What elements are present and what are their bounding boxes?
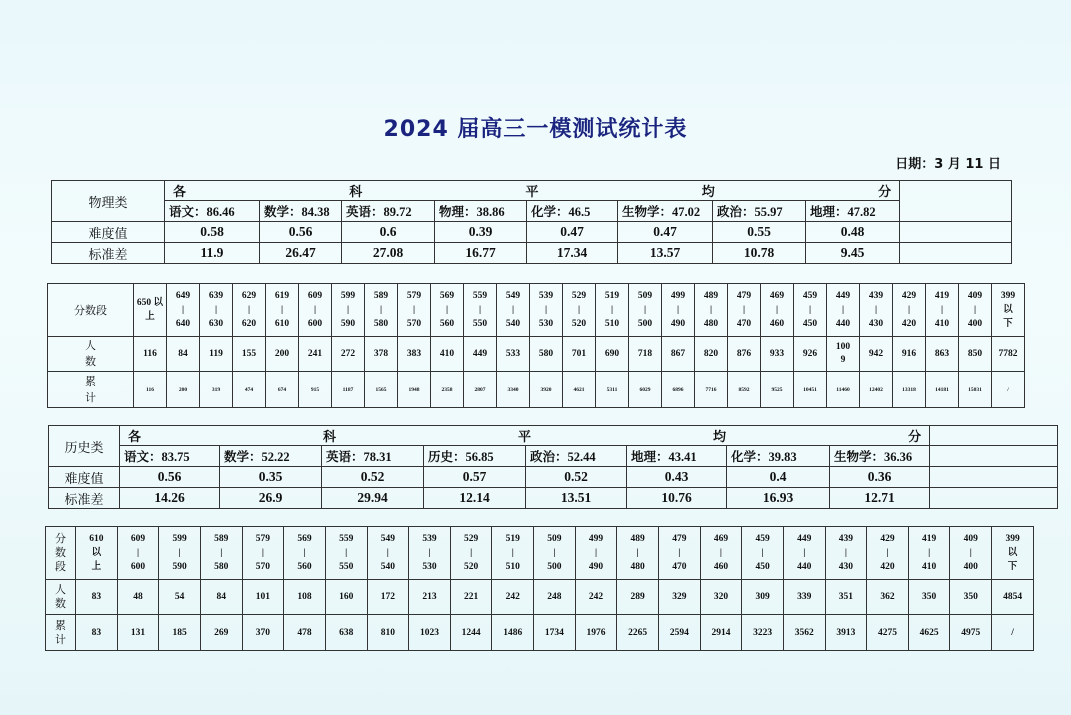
band-count: 289 [617,580,659,615]
band-count: 449 [464,337,497,372]
band-count: 378 [365,337,398,372]
band-cumulative: 15031 [959,372,992,408]
subject-avg: 地理：43.41 [627,446,727,467]
band-count: 84 [167,337,200,372]
std-value: 12.14 [424,488,526,509]
physics-difficulty-row [52,222,1012,243]
score-band: 439 | 430 [860,284,893,337]
std-value: 27.08 [342,243,435,264]
history-std-row [49,488,1058,509]
band-count: 83 [76,580,118,615]
band-cumulative: 1734 [534,615,576,651]
empty-cell [900,181,1012,201]
score-band: 399 以 下 [992,284,1025,337]
score-band: 579 | 570 [242,527,284,580]
score-band: 519 | 510 [596,284,629,337]
empty-cell [900,201,1012,222]
score-band: 499 | 490 [575,527,617,580]
band-cumulative: 12402 [860,372,893,408]
band-cumulative: 2914 [700,615,742,651]
score-band: 409 | 400 [959,284,992,337]
score-band: 609 | 600 [117,527,159,580]
empty-cell [930,426,1058,446]
band-count: 942 [860,337,893,372]
physics-std-row [52,243,1012,264]
physics-spread-header: 各 科 平 均 分 [165,181,900,201]
score-band: 639 | 630 [200,284,233,337]
band-count: 242 [492,580,534,615]
std-value: 10.78 [713,243,806,264]
band-cumulative: 8592 [728,372,761,408]
band-cumulative: 915 [299,372,332,408]
band-cumulative: 3340 [497,372,530,408]
score-band: 529 | 520 [450,527,492,580]
band-count: 383 [398,337,431,372]
difficulty-value: 0.48 [806,222,900,243]
empty-cell [930,488,1058,509]
difficulty-value: 0.6 [342,222,435,243]
score-band: 569 | 560 [431,284,464,337]
cumulative-label: 累 计 [48,372,134,408]
band-count: 850 [959,337,992,372]
band-count: 350 [908,580,950,615]
history-difficulty-row [49,467,1058,488]
score-band: 539 | 530 [530,284,563,337]
score-band: 399 以 下 [992,527,1034,580]
physics-category-label: 物理类 [52,181,165,222]
difficulty-value: 0.36 [830,467,930,488]
band-cumulative: 131 [117,615,159,651]
band-cumulative: 1187 [332,372,365,408]
band-count: 248 [534,580,576,615]
std-value: 9.45 [806,243,900,264]
history-spread-header: 各 科 平 均 分 [120,426,930,446]
std-label: 标准差 [49,488,120,509]
band-cumulative: 6029 [629,372,662,408]
band-count: 580 [530,337,563,372]
band-count: 362 [867,580,909,615]
band-cumulative: 2594 [659,615,701,651]
score-band: 599 | 590 [159,527,201,580]
score-band: 629 | 620 [233,284,266,337]
score-band: 429 | 420 [893,284,926,337]
band-cumulative: 83 [76,615,118,651]
difficulty-value: 0.43 [627,467,727,488]
score-band: 459 | 450 [742,527,784,580]
subject-avg: 政治：55.97 [713,201,806,222]
subject-avg: 数学：84.38 [260,201,342,222]
band-count: 200 [266,337,299,372]
score-band: 469 | 460 [761,284,794,337]
subject-avg: 数学：52.22 [220,446,322,467]
std-value: 26.9 [220,488,322,509]
band-count: 350 [950,580,992,615]
band-cumulative: 474 [233,372,266,408]
empty-cell [930,446,1058,467]
std-value: 29.94 [322,488,424,509]
band-count: 101 [242,580,284,615]
std-value: 16.77 [435,243,527,264]
subject-avg: 语文：83.75 [120,446,220,467]
band-count: 116 [134,337,167,372]
band-count: 242 [575,580,617,615]
score-band: 609 | 600 [299,284,332,337]
band-count: 863 [926,337,959,372]
std-value: 14.26 [120,488,220,509]
subject-avg: 历史：56.85 [424,446,526,467]
score-band: 509 | 500 [534,527,576,580]
score-band: 569 | 560 [284,527,326,580]
band-cumulative: 2358 [431,372,464,408]
score-band: 650 以 上 [134,284,167,337]
band-count: 690 [596,337,629,372]
history-summary-table [48,425,1058,509]
score-band: 529 | 520 [563,284,596,337]
physics-score-table [47,283,1025,408]
band-count: 718 [629,337,662,372]
score-band: 409 | 400 [950,527,992,580]
band-cumulative: 4621 [563,372,596,408]
difficulty-value: 0.56 [260,222,342,243]
score-band: 459 | 450 [794,284,827,337]
score-band: 599 | 590 [332,284,365,337]
band-count: 172 [367,580,409,615]
score-band: 489 | 480 [617,527,659,580]
band-count: 926 [794,337,827,372]
std-value: 10.76 [627,488,727,509]
band-cumulative: 370 [242,615,284,651]
score-band: 419 | 410 [926,284,959,337]
band-count: 339 [783,580,825,615]
count-label: 人 数 [48,337,134,372]
subject-avg: 生物学：36.36 [830,446,930,467]
subject-avg: 英语：89.72 [342,201,435,222]
band-cumulative: 638 [325,615,367,651]
score-band: 559 | 550 [325,527,367,580]
band-cumulative: 478 [284,615,326,651]
score-band: 649 | 640 [167,284,200,337]
band-count: 4854 [992,580,1034,615]
band-cumulative: 10451 [794,372,827,408]
score-band: 429 | 420 [867,527,909,580]
band-count: 48 [117,580,159,615]
band-cumulative: 3223 [742,615,784,651]
band-cumulative: 7716 [695,372,728,408]
score-band: 589 | 580 [200,527,242,580]
difficulty-value: 0.47 [527,222,618,243]
subject-avg: 英语：78.31 [322,446,424,467]
difficulty-value: 0.52 [322,467,424,488]
empty-cell [900,243,1012,264]
score-band: 489 | 480 [695,284,728,337]
band-count: 916 [893,337,926,372]
band-cumulative: 1976 [575,615,617,651]
band-cumulative: 185 [159,615,201,651]
band-count: 160 [325,580,367,615]
band-cumulative: 9525 [761,372,794,408]
difficulty-label: 难度值 [49,467,120,488]
band-cumulative: 11460 [827,372,860,408]
score-band: 539 | 530 [409,527,451,580]
band-count: 329 [659,580,701,615]
band-cumulative: 319 [200,372,233,408]
std-value: 13.51 [526,488,627,509]
segment-label: 分数段 [48,284,134,337]
band-cumulative: 1565 [365,372,398,408]
band-count: 84 [200,580,242,615]
score-band: 619 | 610 [266,284,299,337]
history-subject-row [49,446,1058,467]
band-count: 933 [761,337,794,372]
score-band: 469 | 460 [700,527,742,580]
band-cumulative: 1023 [409,615,451,651]
empty-cell [930,467,1058,488]
score-band: 610 以 上 [76,527,118,580]
band-count: 410 [431,337,464,372]
score-band: 509 | 500 [629,284,662,337]
score-band: 499 | 490 [662,284,695,337]
band-cumulative: 116 [134,372,167,408]
segment-label: 分 数 段 [46,527,76,580]
band-count: 272 [332,337,365,372]
std-value: 11.9 [165,243,260,264]
difficulty-value: 0.58 [165,222,260,243]
difficulty-value: 0.52 [526,467,627,488]
band-cumulative: 14181 [926,372,959,408]
std-value: 26.47 [260,243,342,264]
band-cumulative: 1948 [398,372,431,408]
subject-avg: 物理：38.86 [435,201,527,222]
band-cumulative: 200 [167,372,200,408]
score-band: 479 | 470 [659,527,701,580]
band-count: 701 [563,337,596,372]
score-band: 449 | 440 [827,284,860,337]
band-cumulative: 2265 [617,615,659,651]
date-label: 日期：3 月 11 日 [895,157,1001,172]
band-cumulative: / [992,615,1034,651]
band-cumulative: 1486 [492,615,534,651]
subject-avg: 生物学：47.02 [618,201,713,222]
score-band: 449 | 440 [783,527,825,580]
band-count: 100 9 [827,337,860,372]
difficulty-value: 0.4 [727,467,830,488]
band-count: 351 [825,580,867,615]
difficulty-value: 0.47 [618,222,713,243]
band-count: 320 [700,580,742,615]
band-cumulative: 2807 [464,372,497,408]
physics-summary-table [51,180,1012,264]
score-band: 559 | 550 [464,284,497,337]
band-cumulative: / [992,372,1025,408]
difficulty-label: 难度值 [52,222,165,243]
difficulty-value: 0.35 [220,467,322,488]
score-band: 439 | 430 [825,527,867,580]
score-band: 519 | 510 [492,527,534,580]
subject-avg: 化学：46.5 [527,201,618,222]
std-label: 标准差 [52,243,165,264]
band-count: 54 [159,580,201,615]
subject-avg: 化学：39.83 [727,446,830,467]
difficulty-value: 0.55 [713,222,806,243]
band-cumulative: 5311 [596,372,629,408]
subject-avg: 语文：86.46 [165,201,260,222]
score-band: 579 | 570 [398,284,431,337]
band-cumulative: 674 [266,372,299,408]
band-cumulative: 3920 [530,372,563,408]
subject-avg: 政治：52.44 [526,446,627,467]
band-count: 221 [450,580,492,615]
std-value: 12.71 [830,488,930,509]
band-count: 7782 [992,337,1025,372]
band-cumulative: 810 [367,615,409,651]
band-cumulative: 3913 [825,615,867,651]
score-band: 549 | 540 [367,527,409,580]
band-count: 155 [233,337,266,372]
physics-subject-row [52,201,1012,222]
score-band: 549 | 540 [497,284,530,337]
history-category-label: 历史类 [49,426,120,467]
count-label: 人 数 [46,580,76,615]
subject-avg: 地理：47.82 [806,201,900,222]
band-cumulative: 1244 [450,615,492,651]
band-cumulative: 4975 [950,615,992,651]
band-count: 533 [497,337,530,372]
cumulative-label: 累 计 [46,615,76,651]
score-band: 419 | 410 [908,527,950,580]
band-cumulative: 13318 [893,372,926,408]
score-band: 479 | 470 [728,284,761,337]
page-title: 2024 届高三一模测试统计表 [383,117,688,142]
band-cumulative: 4625 [908,615,950,651]
band-count: 820 [695,337,728,372]
score-band: 589 | 580 [365,284,398,337]
std-value: 17.34 [527,243,618,264]
band-count: 119 [200,337,233,372]
difficulty-value: 0.56 [120,467,220,488]
band-count: 309 [742,580,784,615]
std-value: 16.93 [727,488,830,509]
band-cumulative: 269 [200,615,242,651]
band-cumulative: 4275 [867,615,909,651]
difficulty-value: 0.57 [424,467,526,488]
band-cumulative: 6896 [662,372,695,408]
difficulty-value: 0.39 [435,222,527,243]
band-count: 867 [662,337,695,372]
empty-cell [900,222,1012,243]
std-value: 13.57 [618,243,713,264]
band-count: 108 [284,580,326,615]
band-cumulative: 3562 [783,615,825,651]
band-count: 241 [299,337,332,372]
band-count: 876 [728,337,761,372]
history-score-table [45,526,1034,651]
band-count: 213 [409,580,451,615]
